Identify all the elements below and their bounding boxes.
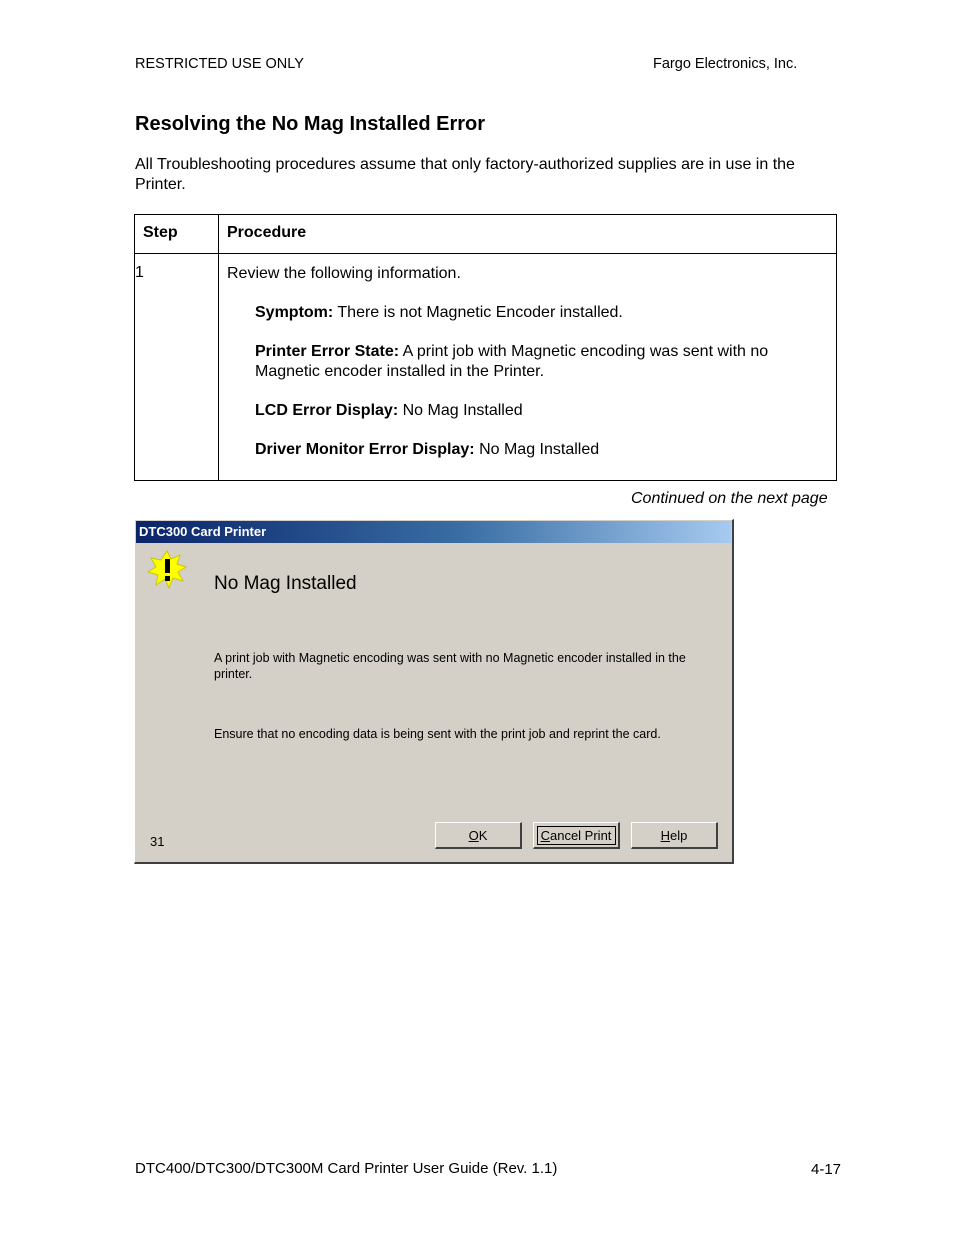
page-title: Resolving the No Mag Installed Error (135, 113, 486, 135)
cancel-print-button[interactable]: Cancel Print (533, 822, 620, 849)
dialog-title: DTC300 Card Printer (139, 524, 267, 539)
header-step: Step (135, 215, 219, 254)
error-dialog (134, 519, 734, 864)
warning-icon (147, 550, 187, 590)
header-procedure: Procedure (219, 215, 837, 254)
procedure-table (134, 214, 837, 481)
driver-display-item: Driver Monitor Error Display: No Mag Installed (255, 441, 600, 458)
procedure-lead: Review the following information. (227, 265, 461, 282)
dialog-message: A print job with Magnetic encoding was sent with no Magnetic encoder installed in the printer. (214, 651, 686, 681)
ok-button[interactable]: OK (435, 822, 522, 849)
header-left: RESTRICTED USE ONLY (135, 56, 304, 72)
help-button[interactable]: Help (631, 822, 718, 849)
dialog-heading: No Mag Installed (214, 573, 357, 594)
table-row (135, 254, 837, 481)
continued-note: Continued on the next page (631, 490, 828, 507)
dialog-titlebar[interactable] (136, 521, 731, 543)
page-number: 4-17 (811, 1161, 842, 1178)
footer-title: DTC400/DTC300/DTC300M Card Printer User Guide (Rev. 1.1) (135, 1160, 558, 1177)
error-code: 31 (150, 834, 165, 849)
lcd-display-item: LCD Error Display: No Mag Installed (255, 402, 523, 419)
step-number: 1 (135, 254, 219, 481)
error-state-item: Printer Error State: A print job with Magnetic encoding was sent with no Magnetic encoder installed in the Printer. (255, 343, 769, 380)
procedure-cell (219, 254, 837, 481)
intro-paragraph: All Troubleshooting procedures assume that only factory-authorized supplies are in use in the Printer. (135, 156, 795, 193)
dialog-instruction: Ensure that no encoding data is being sent with the print job and reprint the card. (214, 727, 661, 741)
symptom-item: Symptom: There is not Magnetic Encoder installed. (255, 304, 623, 321)
header-right: Fargo Electronics, Inc. (653, 56, 798, 72)
table-header-row (135, 215, 837, 254)
